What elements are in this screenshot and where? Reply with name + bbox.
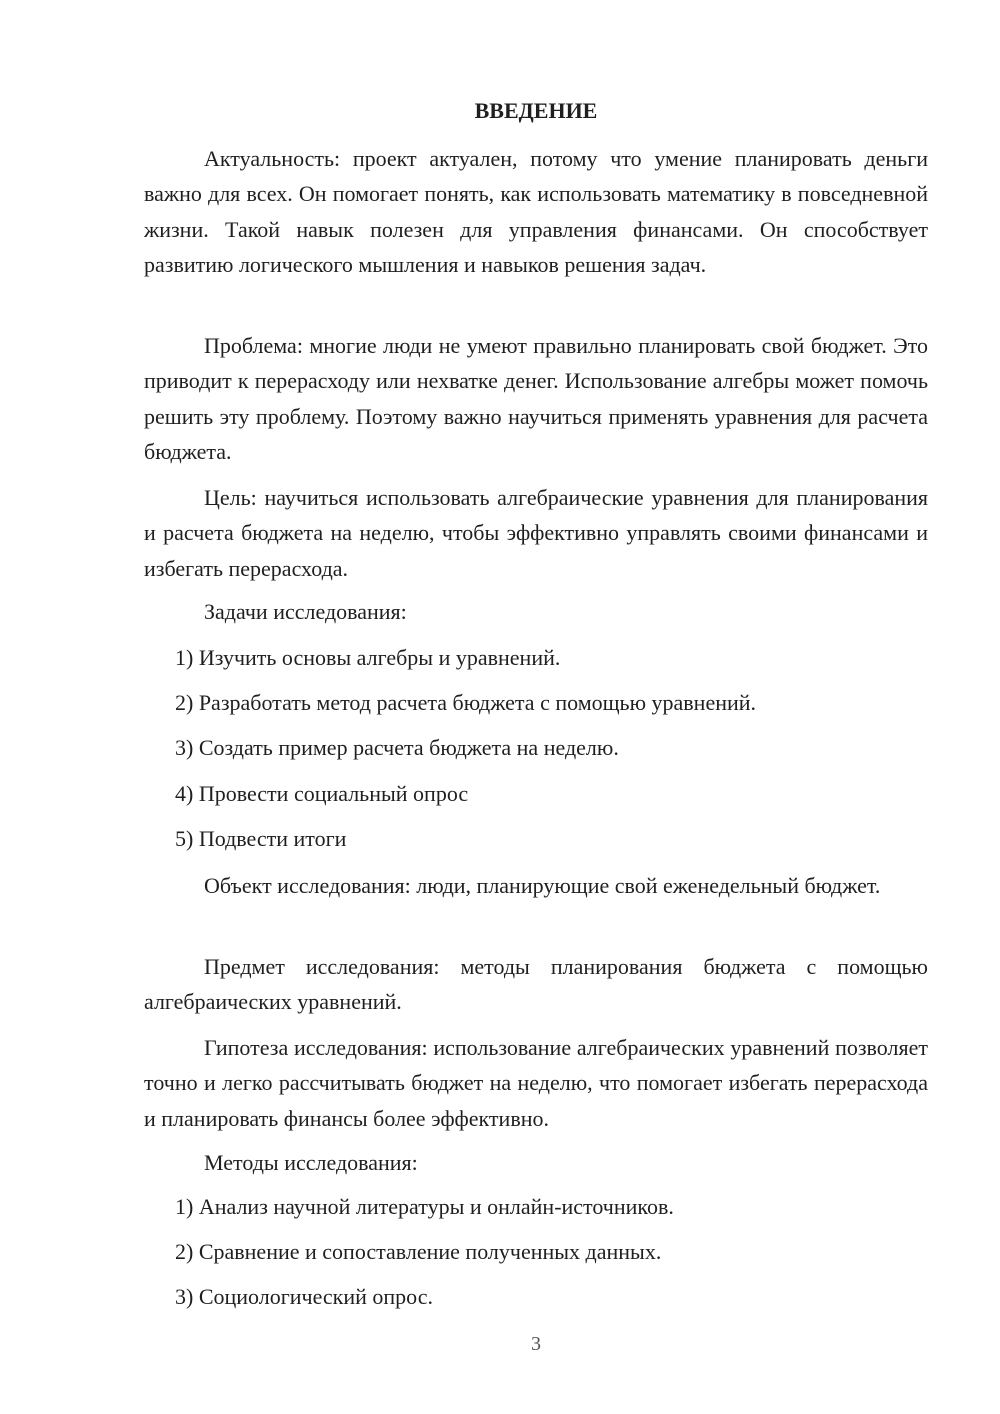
page-number: 3: [531, 1333, 541, 1355]
hypothesis-paragraph: Гипотеза исследования: использование алгебраических уравнений позволяет точно и легко рассчитывать бюджет на неделю, что помогает избегать перерасхода и планировать финансы более эффективно.: [144, 1035, 928, 1131]
methods-title: Методы исследования:: [204, 1150, 418, 1175]
task-item: 2) Разработать метод расчета бюджета с помощью уравнений.: [175, 690, 757, 715]
method-item: 1) Анализ научной литературы и онлайн-источников.: [175, 1194, 674, 1219]
task-item: 5) Подвести итоги: [175, 826, 347, 851]
task-item: 1) Изучить основы алгебры и уравнений.: [175, 645, 561, 670]
section-heading: ВВЕДЕНИЕ: [474, 98, 598, 123]
goal-paragraph: Цель: научиться использовать алгебраические уравнения для планирования и расчета бюджета на неделю, чтобы эффективно управлять своими финансами и избегать перерасхода.: [144, 485, 928, 581]
method-item: 3) Социологический опрос.: [175, 1284, 433, 1309]
relevance-paragraph: Актуальность: проект актуален, потому что умение планировать деньги важно для всех. Он помогает понять, как использовать математику в повседневной жизни. Такой навык полезен для управления финансами. Он способствует развитию логического мышления и навыков решения задач.: [144, 146, 928, 278]
problem-paragraph: Проблема: многие люди не умеют правильно планировать свой бюджет. Это приводит к перерасходу или нехватке денег. Использование алгебры может помочь решить эту проблему. Поэтому важно научиться применять уравнения для расчета бюджета.: [144, 333, 928, 465]
method-item: 2) Сравнение и сопоставление полученных данных.: [175, 1239, 662, 1264]
subject-paragraph: Предмет исследования: методы планирования бюджета с помощью алгебраических уравнений.: [144, 954, 928, 1015]
task-item: 4) Провести социальный опрос: [175, 781, 469, 806]
object-paragraph: Объект исследования: люди, планирующие свой еженедельный бюджет.: [204, 873, 881, 898]
task-item: 3) Создать пример расчета бюджета на неделю.: [175, 735, 619, 760]
tasks-title: Задачи исследования:: [204, 599, 407, 624]
